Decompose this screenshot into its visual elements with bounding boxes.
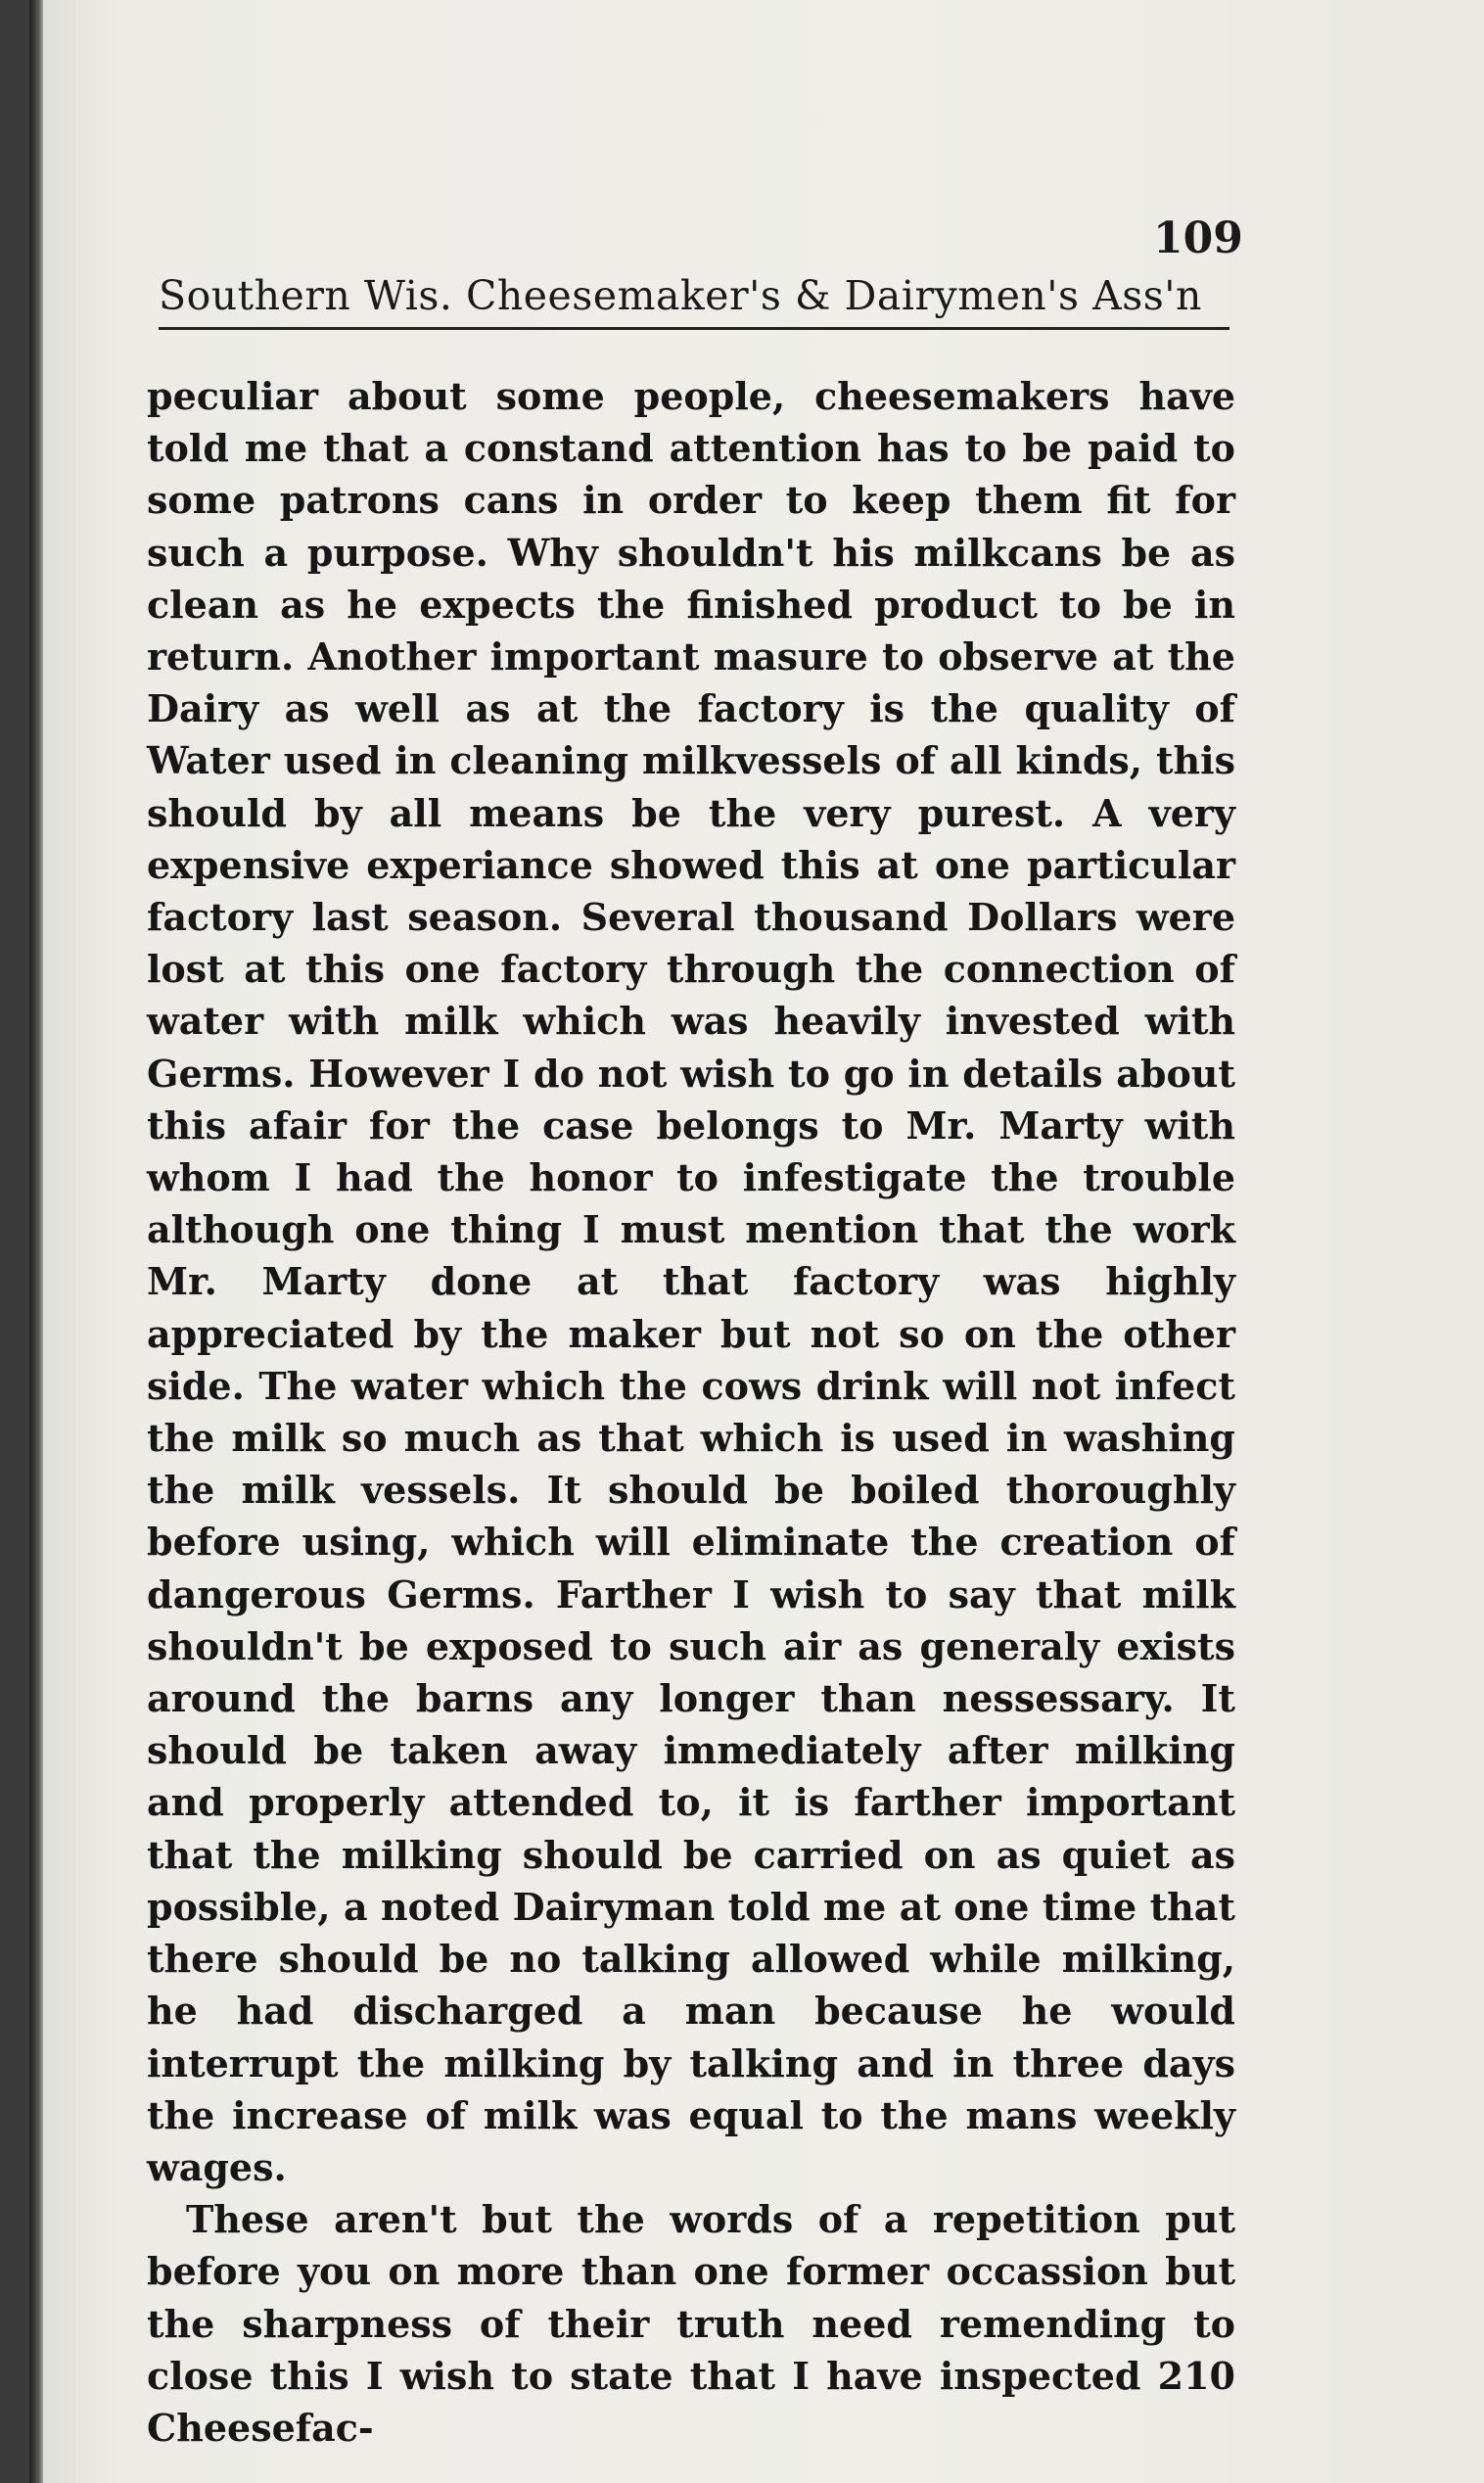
body-text [147,370,1235,2454]
paragraph: These aren't but the words of a repetition put before you on more than one former occassion but the sharpness of their truth need remending to close this I wish to state that I have inspected 210 Cheesefac- [147,2197,1235,2450]
running-head: Southern Wis. Cheesemaker's & Dairymen's Ass'n [159,272,1202,319]
paragraph: peculiar about some people, cheesemakers have told me that a constand attention has to be paid to some patrons cans in order to keep them fit for such a purpose. Why shouldn't his milkcans be as clean as he expects the finished product to be in return. Another important masure to observe at the Dairy as well as at the factory is the quality of Water used in cleaning milkvessels of all kinds, this should by all means be the very purest. A very expensive experiance showed this at one particular factory last season. Several thousand Dollars were lost at this one factory through the connection of water with milk which was heavily invested with Germs. However I do not wish to go in details about this afair for the case belongs to Mr. Marty with whom I had the honor to infestigate the trouble although one thing I must mention that the work Mr. Marty done at that factory was highly appreciated by the maker but not so on the other side. The water which the cows drink will not infect the milk so much as that which is used in washing the milk vessels. It should be boiled thoroughly before using, which will eliminate the creation of dangerous Germs. Farther I wish to say that milk shouldn't be exposed to such air as generaly exists around the barns any longer than nessessary. It should be taken away immediately after milking and properly attended to, it is farther important that the milking should be carried on as quiet as possible, a noted Dairyman told me at one time that there should be no talking allowed while milking, he had discharged a man because he would interrupt the milking by talking and in three days the increase of milk was equal to the mans weekly wages. [147,374,1235,2189]
header-rule [159,327,1229,330]
book-spine [29,0,43,2483]
page-number: 109 [1153,213,1243,263]
